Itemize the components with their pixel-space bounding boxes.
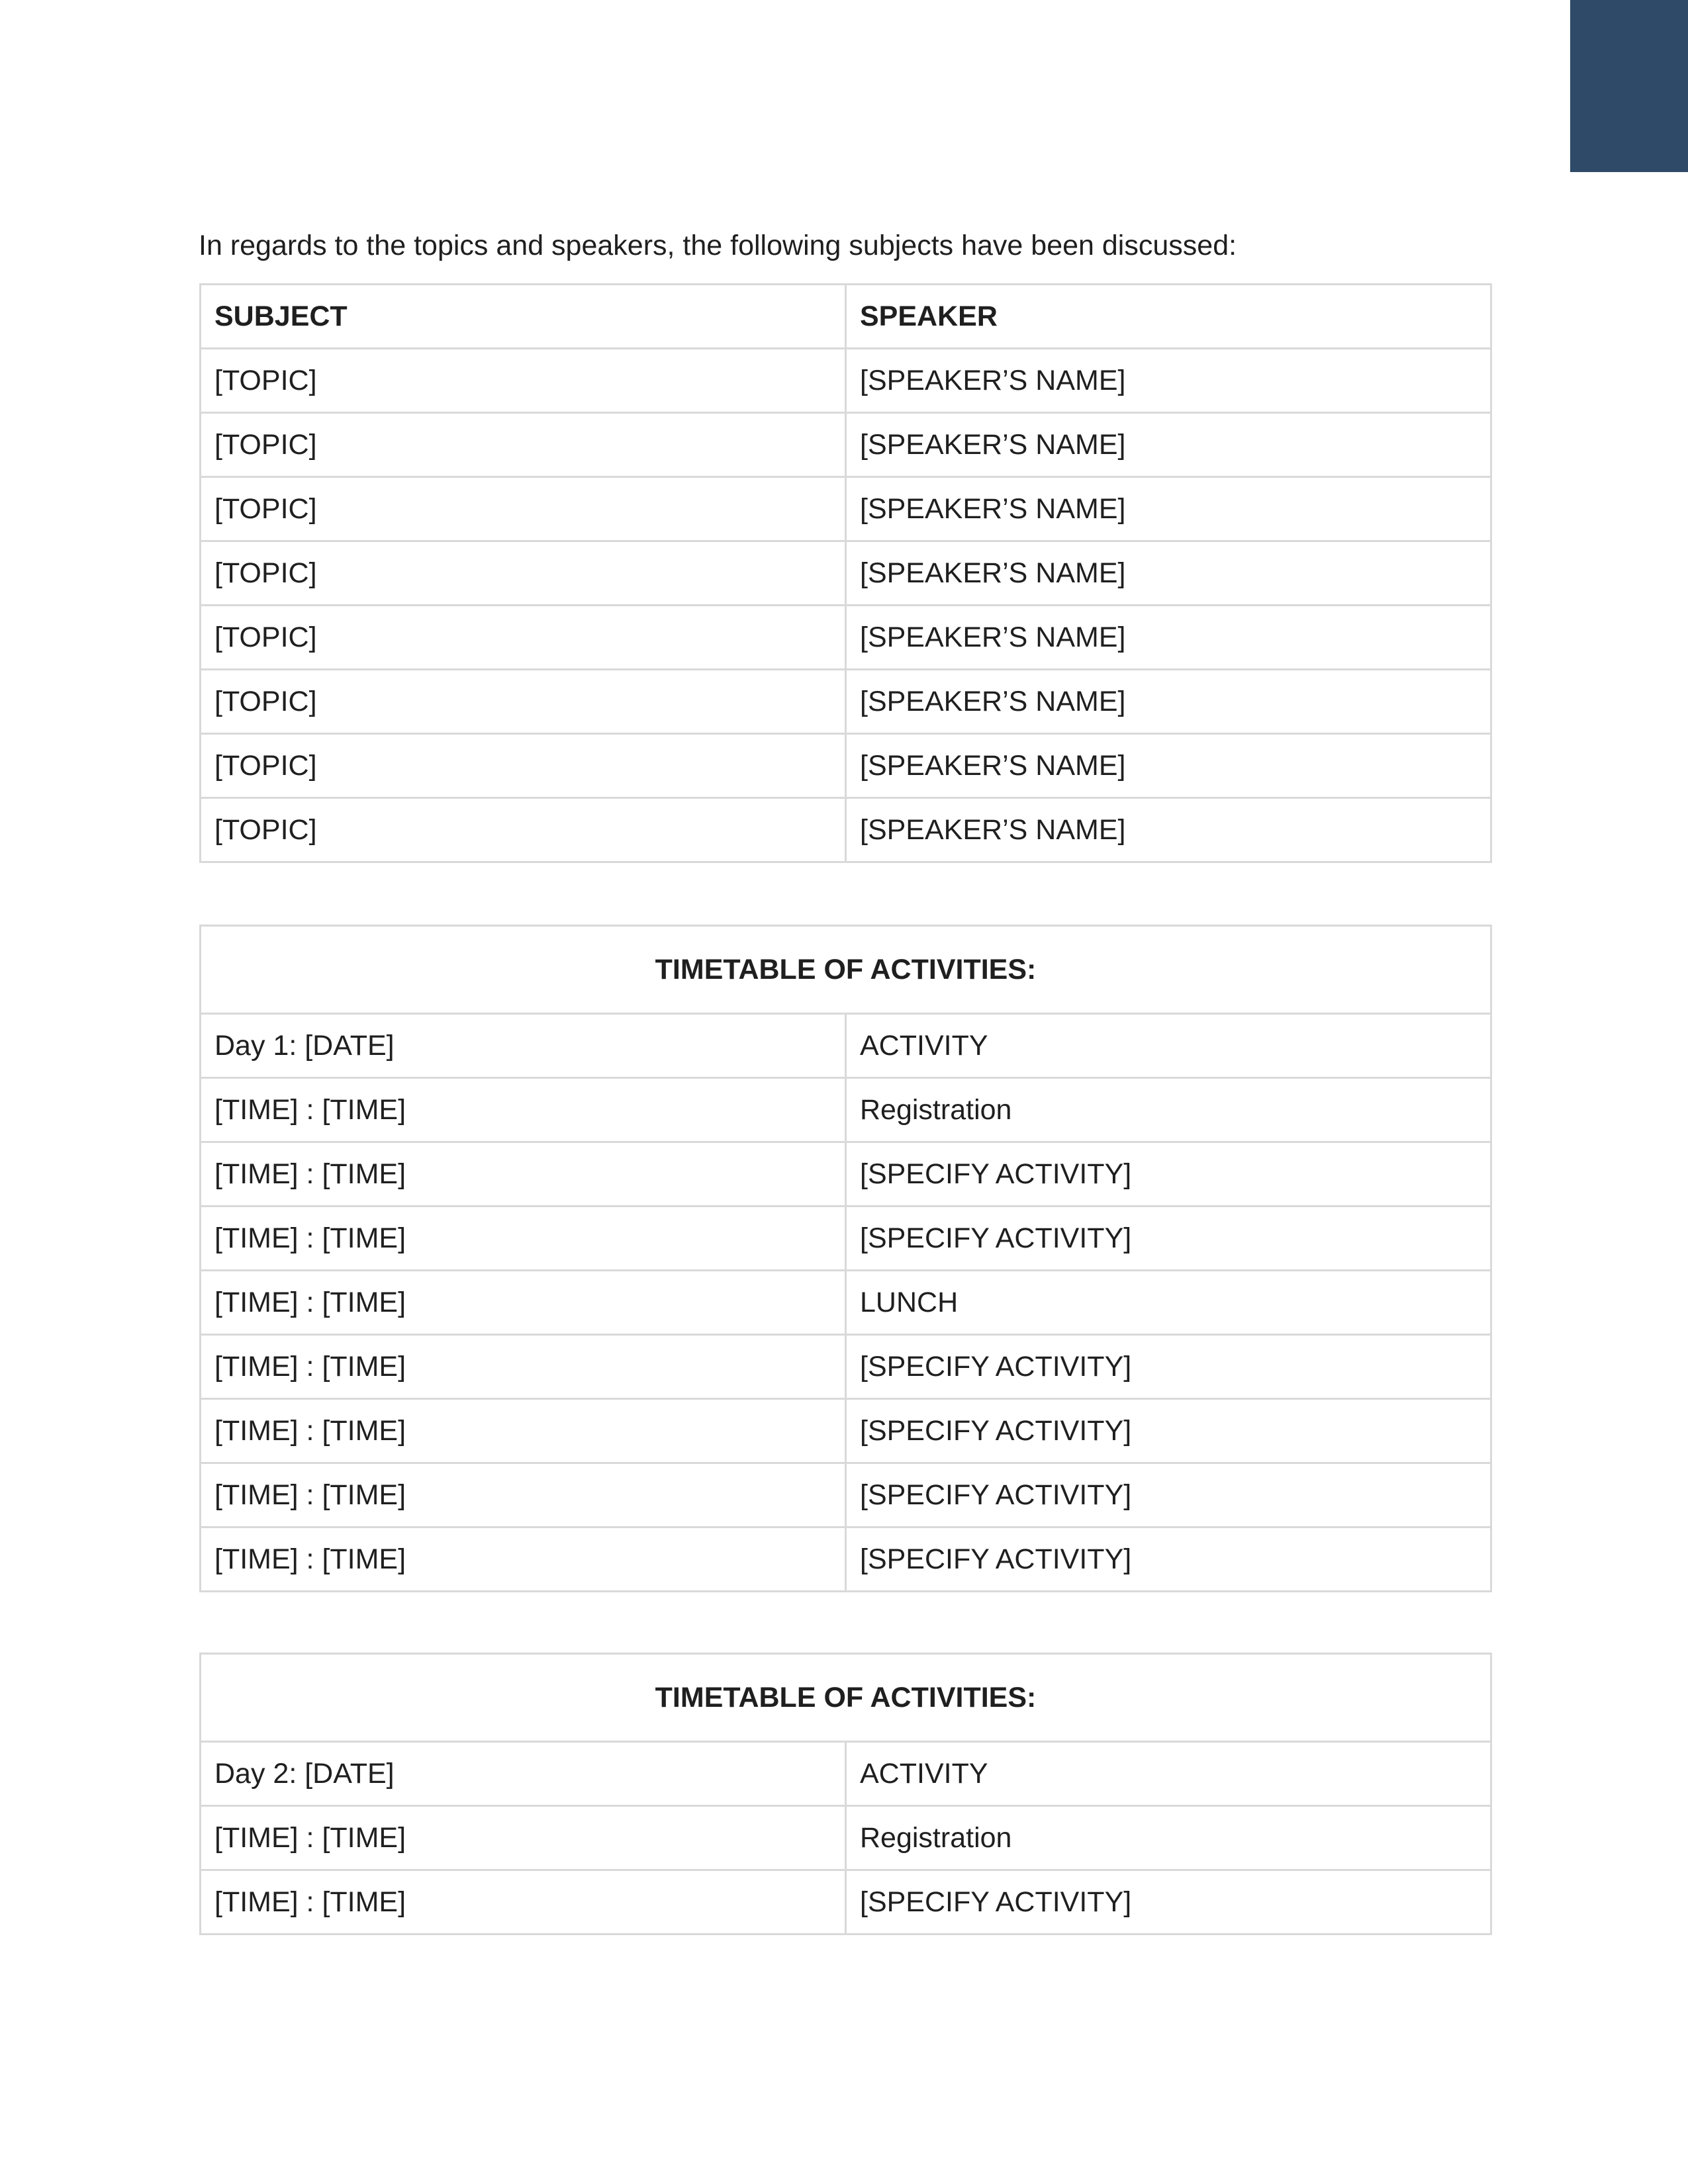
topic-cell: [TOPIC] <box>201 606 846 670</box>
topic-cell: [TOPIC] <box>201 734 846 798</box>
table-row <box>201 798 1491 862</box>
table-row <box>201 1335 1491 1399</box>
time-range-cell: [TIME] : [TIME] <box>201 1463 846 1527</box>
topic-cell: [TOPIC] <box>201 798 846 862</box>
day1-timetable <box>199 925 1492 1592</box>
time-range-cell: [TIME] : [TIME] <box>201 1806 846 1870</box>
timetable-title: TIMETABLE OF ACTIVITIES: <box>201 1654 1491 1742</box>
activity-cell: [SPECIFY ACTIVITY] <box>846 1527 1491 1592</box>
corner-accent-block <box>1570 0 1688 172</box>
time-range-cell: [TIME] : [TIME] <box>201 1206 846 1271</box>
speaker-name-cell: [SPEAKER’S NAME] <box>846 349 1491 413</box>
speaker-name-cell: [SPEAKER’S NAME] <box>846 734 1491 798</box>
timetable-title-row <box>201 926 1491 1014</box>
table-row <box>201 1527 1491 1592</box>
table-row <box>201 1142 1491 1206</box>
table-row <box>201 734 1491 798</box>
table-header-row <box>201 285 1491 349</box>
table-row <box>201 1206 1491 1271</box>
time-range-cell: [TIME] : [TIME] <box>201 1142 846 1206</box>
topic-cell: [TOPIC] <box>201 541 846 606</box>
table-row <box>201 413 1491 477</box>
speaker-name-cell: [SPEAKER’S NAME] <box>846 798 1491 862</box>
table-row <box>201 477 1491 541</box>
table-row <box>201 670 1491 734</box>
table-row <box>201 606 1491 670</box>
day2-timetable <box>199 1653 1492 1935</box>
topic-cell: [TOPIC] <box>201 413 846 477</box>
activity-column-header: ACTIVITY <box>846 1014 1491 1078</box>
activity-cell: LUNCH <box>846 1271 1491 1335</box>
table-row <box>201 1271 1491 1335</box>
day-date-cell: Day 2: [DATE] <box>201 1742 846 1806</box>
timetable-title-row <box>201 1654 1491 1742</box>
speaker-name-cell: [SPEAKER’S NAME] <box>846 541 1491 606</box>
speaker-name-cell: [SPEAKER’S NAME] <box>846 413 1491 477</box>
intro-paragraph: In regards to the topics and speakers, the following subjects have been discussed: <box>199 230 1237 261</box>
time-range-cell: [TIME] : [TIME] <box>201 1271 846 1335</box>
timetable-title: TIMETABLE OF ACTIVITIES: <box>201 926 1491 1014</box>
topic-cell: [TOPIC] <box>201 349 846 413</box>
activity-cell: [SPECIFY ACTIVITY] <box>846 1870 1491 1934</box>
activity-cell: [SPECIFY ACTIVITY] <box>846 1142 1491 1206</box>
activity-cell: [SPECIFY ACTIVITY] <box>846 1335 1491 1399</box>
time-range-cell: [TIME] : [TIME] <box>201 1078 846 1142</box>
timetable-header-row <box>201 1014 1491 1078</box>
day-date-cell: Day 1: [DATE] <box>201 1014 846 1078</box>
activity-cell: [SPECIFY ACTIVITY] <box>846 1206 1491 1271</box>
activity-column-header: ACTIVITY <box>846 1742 1491 1806</box>
activity-cell: Registration <box>846 1806 1491 1870</box>
subjects-speakers-table <box>199 283 1492 863</box>
activity-cell: [SPECIFY ACTIVITY] <box>846 1463 1491 1527</box>
table-row <box>201 1463 1491 1527</box>
table-row <box>201 1078 1491 1142</box>
time-range-cell: [TIME] : [TIME] <box>201 1870 846 1934</box>
table-row <box>201 349 1491 413</box>
activity-cell: Registration <box>846 1078 1491 1142</box>
table-row <box>201 1870 1491 1934</box>
table-row <box>201 1399 1491 1463</box>
topic-cell: [TOPIC] <box>201 477 846 541</box>
speaker-name-cell: [SPEAKER’S NAME] <box>846 606 1491 670</box>
time-range-cell: [TIME] : [TIME] <box>201 1335 846 1399</box>
timetable-header-row <box>201 1742 1491 1806</box>
speaker-name-cell: [SPEAKER’S NAME] <box>846 477 1491 541</box>
subject-column-header: SUBJECT <box>201 285 846 349</box>
table-row <box>201 541 1491 606</box>
time-range-cell: [TIME] : [TIME] <box>201 1399 846 1463</box>
table-row <box>201 1806 1491 1870</box>
activity-cell: [SPECIFY ACTIVITY] <box>846 1399 1491 1463</box>
topic-cell: [TOPIC] <box>201 670 846 734</box>
speaker-column-header: SPEAKER <box>846 285 1491 349</box>
speaker-name-cell: [SPEAKER’S NAME] <box>846 670 1491 734</box>
time-range-cell: [TIME] : [TIME] <box>201 1527 846 1592</box>
